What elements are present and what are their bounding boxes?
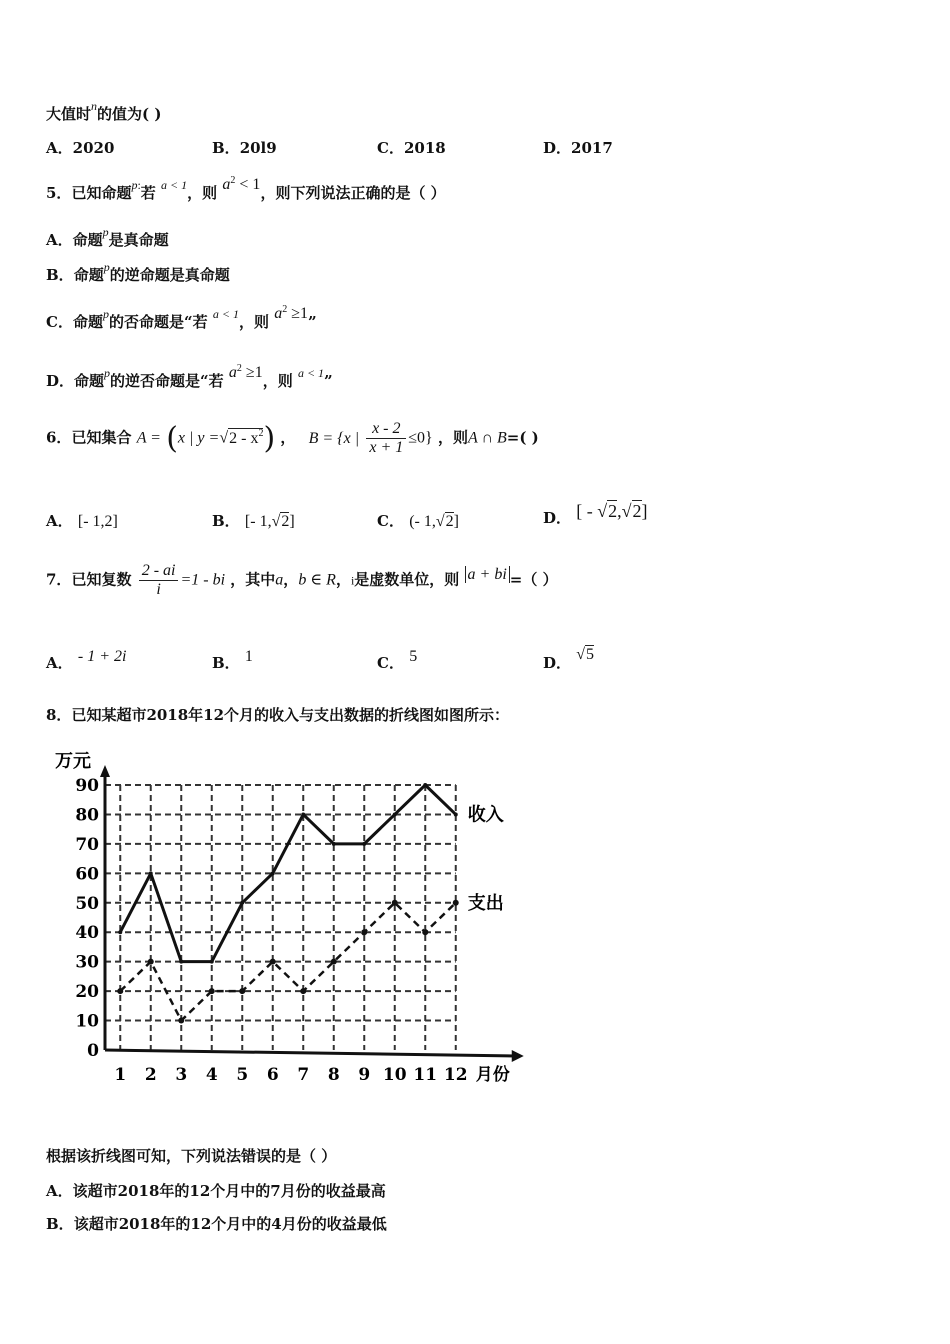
q6-option-c[interactable]: C． (- 1,√2] — [377, 512, 459, 530]
q7-option-d[interactable]: D． √5 — [543, 646, 595, 672]
q4-option-a[interactable]: A．2020 — [46, 139, 115, 157]
q4-option-b[interactable]: B．20l9 — [212, 139, 277, 157]
x-axis-arrow — [512, 1050, 524, 1062]
chart-grid — [105, 785, 456, 1050]
data-point — [454, 812, 458, 816]
y-tick-label: 70 — [75, 834, 99, 855]
data-point — [422, 929, 428, 935]
data-point — [361, 929, 367, 935]
q5-option-d[interactable]: D．命题$^p$的逆否命题是“若 $^{a^2 \ge 1}$，则 $^{a < 1}$” — [46, 363, 333, 390]
income-expense-line-chart — [55, 745, 535, 1095]
q7-option-a[interactable]: A． - 1 + 2i — [46, 648, 127, 672]
q4-option-d[interactable]: D．2017 — [543, 139, 613, 157]
x-tick-label: 5 — [236, 1065, 249, 1085]
y-tick-label: 40 — [75, 923, 99, 944]
x-tick-label: 1 — [114, 1065, 127, 1085]
x-tick-label: 2 — [144, 1065, 157, 1085]
q5-option-c[interactable]: C．命题$^p$的否命题是“若 $^{a < 1}$，则 $^{a^2 \ge 1}$” — [46, 304, 317, 331]
data-point — [149, 871, 153, 875]
q5-stem: 5．已知命题$^{p:}$若 $^{a < 1}$，则 $^{a^2 < 1}$，则下列说法正确的是（ ） — [46, 175, 446, 202]
data-point — [423, 783, 427, 787]
y-tick-label: 60 — [75, 864, 99, 885]
x-tick-label: 3 — [175, 1065, 188, 1085]
q8-follow-up: 根据该折线图可知，下列说法错误的是（ ） — [46, 1147, 337, 1165]
data-point — [178, 1018, 184, 1024]
x-tick-label: 6 — [266, 1065, 279, 1085]
x-tick-label: 10 — [382, 1065, 407, 1085]
y-tick-label: 20 — [75, 982, 99, 1003]
data-point — [300, 988, 306, 994]
x-tick-label: 12 — [443, 1065, 468, 1085]
q7-stem: 7．已知复数 $\frac{2 - ai}{i}$ =1 - bi ，其中a，b ∈ R，i是虚数单位，则 a + bi =（ ） — [46, 562, 558, 598]
y-tick-label: 0 — [87, 1041, 99, 1061]
y-axis-arrow — [100, 765, 110, 777]
data-point — [453, 900, 459, 906]
data-point — [270, 959, 276, 965]
y-tick-label: 80 — [75, 805, 99, 826]
data-point — [239, 988, 245, 994]
data-point — [117, 988, 123, 994]
data-point — [301, 812, 305, 816]
series-label: 收入 — [467, 804, 504, 826]
data-point — [210, 960, 214, 964]
data-point — [393, 812, 397, 816]
q6-stem: 6．已知集合 A = (x | $y =√2 - x^2$) ， B = {x | $\frac{x - 2}{x + 1}$ ≤0} ，则A ∩ B=( ) — [46, 420, 539, 456]
data-point — [148, 959, 154, 965]
x-axis — [105, 1050, 516, 1056]
data-point — [118, 930, 122, 934]
data-point — [392, 900, 398, 906]
y-tick-label: 90 — [75, 776, 99, 796]
q6-option-b[interactable]: B． [- 1,√2] — [212, 512, 295, 530]
x-tick-label: 4 — [205, 1065, 218, 1085]
data-point — [209, 988, 215, 994]
y-axis-title: 万元 — [55, 751, 91, 772]
x-tick-label: 9 — [358, 1065, 371, 1085]
data-point — [240, 901, 244, 905]
q5-option-a[interactable]: A．命题$^p$是真命题 — [46, 225, 169, 249]
q7-option-c[interactable]: C． 5 — [377, 648, 418, 672]
q6-option-d[interactable]: D． [ - √2,√2] — [543, 501, 648, 527]
y-tick-label: 50 — [75, 893, 99, 914]
x-axis-title: 月份 — [475, 1065, 510, 1085]
data-point — [271, 871, 275, 875]
x-tick-label: 7 — [297, 1065, 310, 1085]
q8-option-b[interactable]: B．该超市2018年的12个月中的4月份的收益最低 — [46, 1215, 387, 1233]
data-point — [331, 959, 337, 965]
q5-option-b[interactable]: B．命题$^p$的逆命题是真命题 — [46, 260, 230, 284]
series-label: 支出 — [467, 892, 504, 914]
y-tick-label: 30 — [75, 952, 99, 973]
data-point — [179, 960, 183, 964]
x-tick-label: 8 — [327, 1065, 340, 1085]
q6-option-a[interactable]: A． [- 1,2] — [46, 512, 118, 530]
y-tick-label: 10 — [75, 1011, 99, 1032]
q4-stem: 大值时$^n$的值为( ) — [46, 99, 162, 123]
data-point — [332, 842, 336, 846]
q4-option-c[interactable]: C．2018 — [377, 139, 446, 157]
data-point — [362, 842, 366, 846]
q7-option-b[interactable]: B． 1 — [212, 648, 253, 672]
q8-option-a[interactable]: A．该超市2018年的12个月中的7月份的收益最高 — [46, 1182, 386, 1200]
q8-stem: 8．已知某超市2018年12个月的收入与支出数据的折线图如图所示： — [46, 706, 510, 724]
x-tick-label: 11 — [413, 1065, 438, 1085]
